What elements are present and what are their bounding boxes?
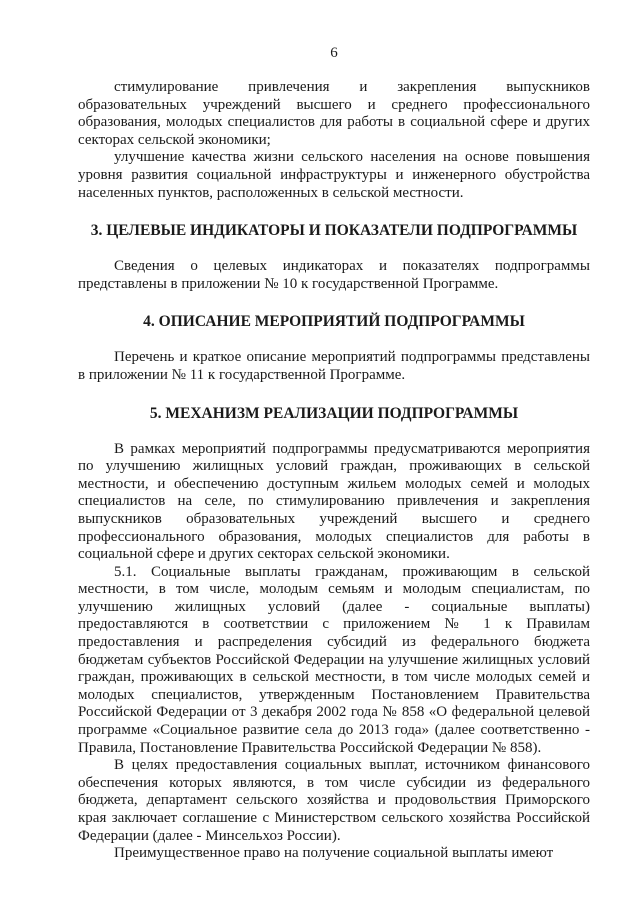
section-3 xyxy=(78,222,590,293)
section-heading: 4. ОПИСАНИЕ МЕРОПРИЯТИЙ ПОДПРОГРАММЫ xyxy=(143,313,525,331)
paragraph: стимулирование привлечения и закрепления выпускников образовательных учреждений высшего и среднего профессионального образования, молодых специалистов для работы в социальной сфере и других секторах сельской экономики; xyxy=(78,79,590,148)
intro-section xyxy=(78,79,590,202)
paragraph: Перечень и краткое описание мероприятий подпрограммы представлены в приложении № 11 к государственной Программе. xyxy=(78,349,590,383)
paragraph: В рамках мероприятий подпрограммы предусматриваются мероприятия по улучшению жилищных условий граждан, проживающих в сельской местности, и обеспечению доступным жильем молодых семей и молодых специалистов на селе, по стимулированию привлечения и закрепления выпускников образовательных учреждений высшего и среднего профессионального образования, молодых специалистов для работы в социальной сфере и других секторах сельской экономики. xyxy=(78,440,590,563)
paragraph: 5.1. Социальные выплаты гражданам, проживающим в сельской местности, в том числе, молодым семьям и молодым специалистам, по улучшению жилищных условий (далее - социальные выплаты) предоставляются в соответствии с приложением № 1 к Правилам предоставления и распределения субсидий из федерального бюджета бюджетам субъектов Российской Федерации на улучшение жилищных условий граждан, проживающих в сельской местности, в том числе молодых семей и молодых специалистов, утвержденным Постановлением Правительства Российской Федерации от 3 декабря 2002 года № 858 «О федеральной целевой программе «Социальное развитие села до 2013 года» (далее соответственно - Правила, Постановление Правительства Российской Федерации № 858). xyxy=(78,563,590,756)
paragraph: Преимущественное право на получение социальной выплаты имеют xyxy=(114,845,554,862)
section-4 xyxy=(78,313,590,384)
section-5 xyxy=(78,405,590,863)
section-heading: 5. МЕХАНИЗМ РЕАЛИЗАЦИИ ПОДПРОГРАММЫ xyxy=(149,404,519,422)
page-number: 6 xyxy=(330,45,338,61)
paragraph: Сведения о целевых индикаторах и показателях подпрограммы представлены в приложении № 10 к государственной Программе. xyxy=(78,258,590,292)
paragraph: В целях предоставления социальных выплат, источником финансового обеспечения которых являются, в том числе субсидии из федерального бюджета, департамент сельского хозяйства и продовольствия Приморского края заключает соглашение с Министерством сельского хозяйства Российской Федерации (далее - Минсельхоз России). xyxy=(78,757,590,844)
paragraph: улучшение качества жизни сельского населения на основе повышения уровня развития социальной инфраструктуры и инженерного обустройства населенных пунктов, расположенных в сельской местности. xyxy=(78,149,590,201)
section-heading: 3. ЦЕЛЕВЫЕ ИНДИКАТОРЫ И ПОКАЗАТЕЛИ ПОДПРОГРАММЫ xyxy=(90,222,578,240)
